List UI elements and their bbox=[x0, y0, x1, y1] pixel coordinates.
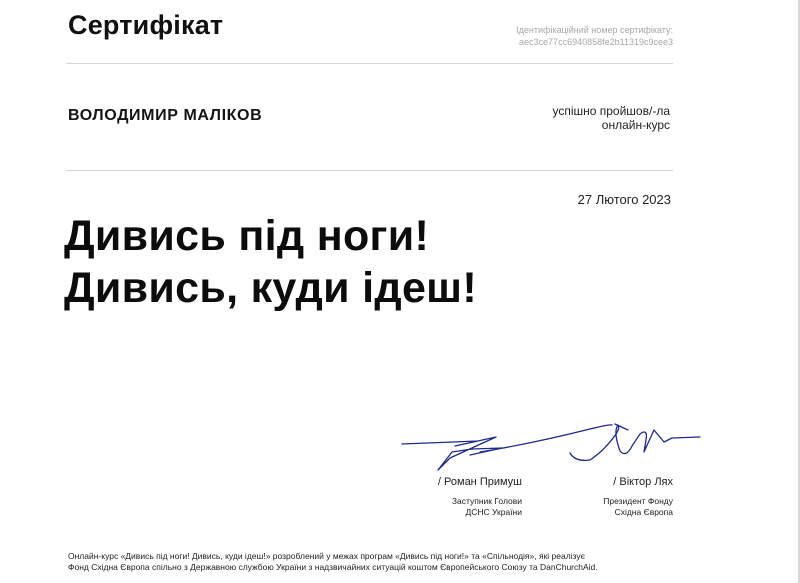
course-title-line-1: Дивись під ноги! bbox=[64, 212, 430, 260]
signer-role-line-2: ДСНС України bbox=[465, 507, 522, 517]
certificate-id-label: Ідентифікаційний номер сертифікату: bbox=[516, 25, 673, 35]
footer-line-2: Фонд Східна Європа спільно з Державною службою України з надзвичайних ситуацій коштом Європейського Союзу та DanChurchAid. bbox=[68, 562, 598, 572]
signer-lyakh bbox=[603, 476, 673, 518]
signer-role-line-2: Східна Європа bbox=[614, 507, 673, 517]
completion-line-1: успішно пройшов/-ла bbox=[552, 104, 670, 118]
signer-name: / Роман Примуш bbox=[437, 476, 522, 488]
footer-note bbox=[68, 551, 708, 573]
signer-role bbox=[603, 496, 673, 518]
course-title-line-2: Дивись, куди ідеш! bbox=[64, 264, 477, 312]
completion-line-2: онлайн-курс bbox=[601, 118, 670, 132]
recipient-name: ВОЛОДИМИР МАЛІКОВ bbox=[68, 107, 263, 124]
signer-role-line-1: Президент Фонду bbox=[603, 496, 673, 506]
certificate-title: Сертифікат bbox=[68, 10, 224, 40]
certificate-id-value: aec3ce77cc6940858fe2b11319c9cee3 bbox=[519, 37, 673, 47]
signer-role bbox=[438, 496, 522, 518]
signer-role-line-1: Заступник Голови bbox=[451, 496, 522, 506]
footer-line-1: Онлайн-курс «Дивись під ноги! Дивись, куди ідеш!» розроблений у межах програм «Дивись під ноги!» та «Спільнодія», які реалізує bbox=[68, 551, 585, 561]
signer-name: / Віктор Лях bbox=[613, 476, 673, 488]
signature-roman-primush bbox=[402, 425, 612, 470]
completion-date: 27 Лютого 2023 bbox=[577, 192, 671, 207]
signer-primush bbox=[438, 476, 522, 518]
